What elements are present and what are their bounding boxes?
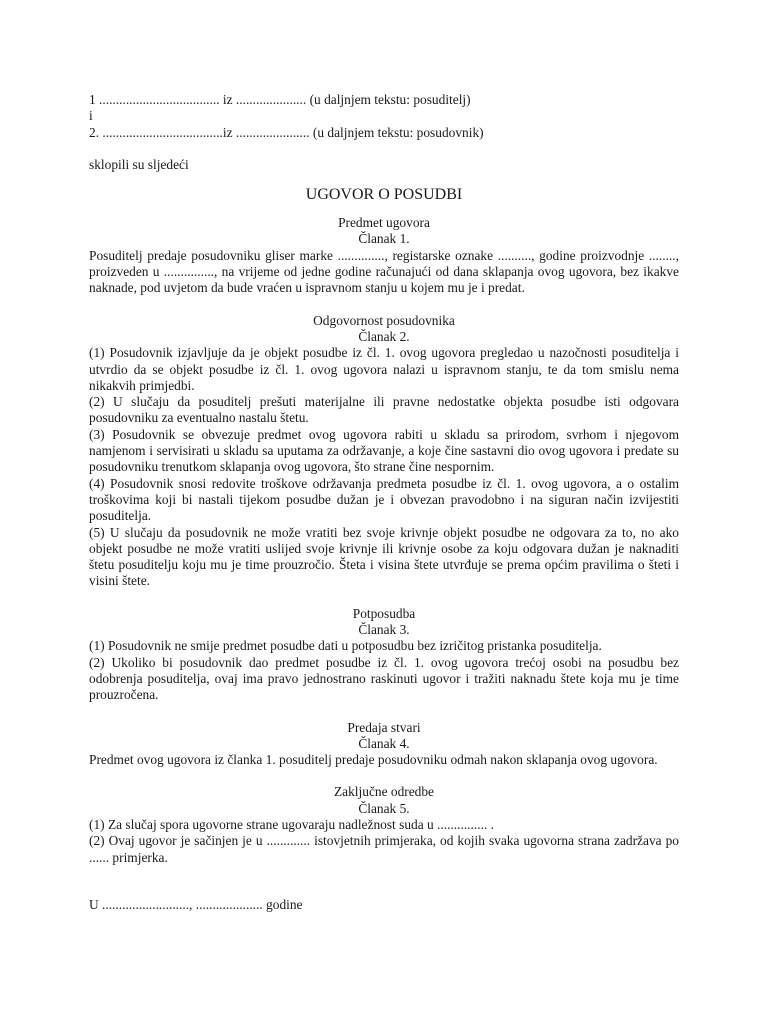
section-predmet-ugovora	[89, 215, 679, 296]
place-date-line: U .........................., .................... godine	[89, 896, 303, 912]
and-conjunction: i	[89, 108, 93, 124]
article-paragraph: (4) Posudovnik snosi redovite troškove održavanja predmeta posudbe iz čl. 1. ovog ugovora, a o ostalim troškovima koji bi nastali tijekom posudbe dužan je i obvezan pravodobno i na siguran način izvijestiti posuditelja.	[89, 475, 679, 524]
article-paragraph: (3) Posudovnik se obvezuje predmet ovog ugovora rabiti u skladu sa prirodom, svrhom i njegovom namjenom i servisirati u skladu sa uputama za održavanje, a koje čine sastavni dio ovog ugovora i predate su posudovniku trenutkom sklapanja ovog ugovora, što strane čine nespornim.	[89, 426, 679, 475]
section-zakljucne-odredbe	[89, 784, 679, 865]
article-paragraph: (1) Za slučaj spora ugovorne strane ugovaraju nadležnost suda u ............... .	[89, 816, 494, 832]
article-number: Članak 1.	[358, 231, 410, 247]
article-paragraph: (2) U slučaju da posuditelj prešuti materijalne ili pravne nedostatke objekta posudbe isti odgovara posudovniku za eventualno nastalu štetu.	[89, 394, 679, 426]
article-paragraph: Predmet ovog ugovora iz članka 1. posuditelj predaje posudovniku odmah nakon sklapanja ovog ugovora.	[89, 752, 658, 768]
section-heading: Predmet ugovora	[338, 215, 430, 231]
party-2-line: 2. ....................................iz ...................... (u daljnjem tekstu: posudovnik)	[89, 124, 484, 140]
section-predaja-stvari	[89, 720, 679, 769]
party-1-line: 1 .................................... iz ..................... (u daljnjem tekstu: posuditelj)	[89, 92, 471, 107]
article-number: Članak 5.	[358, 800, 410, 816]
contract-document	[89, 92, 679, 913]
article-paragraph: (1) Posudovnik ne smije predmet posudbe dati u potposudbu bez izričitog pristanka posuditelja.	[89, 638, 602, 654]
section-heading: Predaja stvari	[347, 719, 421, 735]
article-paragraph: (2) Ovaj ugovor je sačinjen je u ............. istovjetnih primjeraka, od kojih svaka ugovorna strana zadržava po ...... primjerka.	[89, 833, 679, 865]
section-heading: Zaključne odredbe	[333, 784, 434, 800]
article-number: Članak 4.	[358, 735, 410, 751]
article-number: Članak 3.	[358, 622, 410, 638]
article-paragraph: Posuditelj predaje posudovniku gliser marke .............., registarske oznake .........., godine proizvodnje ........, proizveden u ..............., na vrijeme od jedne godine računajući od dana sklapanja ovog ugovora, bez ikakve naknade, pod uvjetom da bude vraćen u ispravnom stanju u kojem mu je i predat.	[89, 247, 679, 296]
document-title: UGOVOR O POSUDBI	[305, 186, 463, 204]
section-odgovornost-posudovnika	[89, 313, 679, 590]
concluded-statement: sklopili su sljedeći	[89, 156, 189, 172]
section-potposudba	[89, 606, 679, 704]
article-paragraph: (2) Ukoliko bi posudovnik dao predmet posudbe iz čl. 1. ovog ugovora trećoj osobi na posudbu bez odobrenja posuditelja, ovaj ima pravo jednostrano raskinuti ugovor i tražiti naknadu štete koja mu je time prouzročena.	[89, 654, 679, 703]
article-number: Članak 2.	[358, 328, 410, 344]
article-paragraph: (1) Posudovnik izjavljuje da je objekt posudbe iz čl. 1. ovog ugovora pregledao u nazočnosti posuditelja i utvrdio da se objekt posudbe iz čl. 1. ovog ugovora nalazi u ispravnom stanju, te da tom smislu nema nikakvih primjedbi.	[89, 345, 679, 393]
article-paragraph: (5) U slučaju da posudovnik ne može vratiti bez svoje krivnje objekt posudbe ne odgovara za to, no ako objekt posudbe ne može vratiti uslijed svoje krivnje ili krivnje osobe za koju odgovara dužan je naknaditi štetu posuditelju koju mu je time prouzročio. Šteta i visina štete utvrđuje se prema općim pravilima o šteti i visini štete.	[89, 524, 679, 589]
section-heading: Potposudba	[352, 605, 416, 621]
section-heading: Odgovornost posudovnika	[313, 312, 455, 328]
